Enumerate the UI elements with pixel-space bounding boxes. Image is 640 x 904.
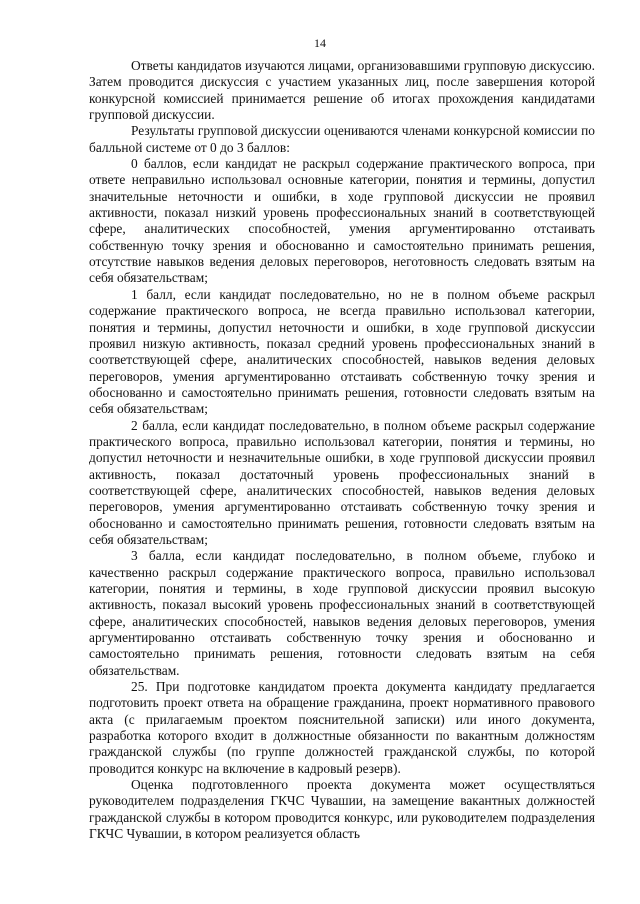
paragraph-score-0: 0 баллов, если кандидат не раскрыл содержание практического вопроса, при ответе неправильно использовал основные категории, понятия и термины, допустил значительные неточности и ошибки, в ходе групповой дискуссии не проявил активности, показал низкий уровень профессиональных знаний в соответствующей сфере, аналитических способностей, умения аргументированно отстаивать собственную точку зрения и обоснованно и самостоятельно принимать решения, отсутствие навыков ведения деловых переговоров, неготовность следовать взятым на себя обязательствам; [89, 156, 595, 286]
paragraph-score-2: 2 балла, если кандидат последовательно, в полном объеме раскрыл содержание практического вопроса, правильно использовал категории, понятия и термины, но допустил неточности и незначительные ошибки, в ходе групповой дискуссии проявил активность, показал достаточный уровень профессиональных знаний в соответствующей сфере, аналитических способностей, навыков ведения деловых переговоров, умения аргументированно отстаивать собственную точку зрения и обоснованно и самостоятельно принимать решения, готовности следовать взятым на себя обязательствам; [89, 417, 595, 547]
paragraph-group-discussion-answers: Ответы кандидатов изучаются лицами, организовавшими групповую дискуссию. Затем проводится дискуссия с участием указанных лиц, после завершения которой конкурсной комиссией принимается решение об итогах прохождения кандидатами групповой дискуссии. [89, 58, 595, 123]
paragraph-discussion-results: Результаты групповой дискуссии оцениваются членами конкурсной комиссии по балльной системе от 0 до 3 баллов: [89, 123, 595, 155]
paragraph-score-1: 1 балл, если кандидат последовательно, но не в полном объеме раскрыл содержание практического вопроса, не всегда правильно использовал категории, понятия и термины, допустил неточности и ошибки, в ходе групповой дискуссии проявил низкую активность, показал средний уровень профессиональных знаний в соответствующей сфере, аналитических способностей, навыков ведения деловых переговоров, умения аргументированно отстаивать собственную точку зрения и обоснованно и самостоятельно принимать решения, готовности следовать взятым на себя обязательствам; [89, 286, 595, 417]
paragraph-item-25: 25. При подготовке кандидатом проекта документа кандидату предлагается подготовить проект ответа на обращение гражданина, проект нормативного правового акта (с прилагаемым проектом пояснительной записки) или иного документа, разработка которого входит в должностные обязанности по вакантным должностям гражданской службы (по группе должностей гражданской службы, по которой проводится конкурс на включение в кадровый резерв). [89, 679, 595, 776]
paragraph-score-3: 3 балла, если кандидат последовательно, в полном объеме, глубоко и качественно раскрыл содержание практического вопроса, правильно использовал категории, понятия и термины, в ходе групповой дискуссии проявил высокую активность, показал высокий уровень профессиональных знаний в соответствующей сфере, аналитических способностей, навыков ведения деловых переговоров, умения аргументированно отстаивать собственную точку зрения и обоснованно и самостоятельно принимать решения, готовности следовать взятым на себя обязательствам. [89, 548, 595, 678]
paragraph-draft-evaluation: Оценка подготовленного проекта документа может осуществляться руководителем подразделения ГКЧС Чувашии, на замещение вакантных должностей гражданской службы в котором проводится конкурс, или руководителем подразделения ГКЧС Чувашии, в котором реализуется область [89, 777, 595, 842]
document-body [89, 58, 595, 843]
page-number: 14 [314, 36, 326, 50]
